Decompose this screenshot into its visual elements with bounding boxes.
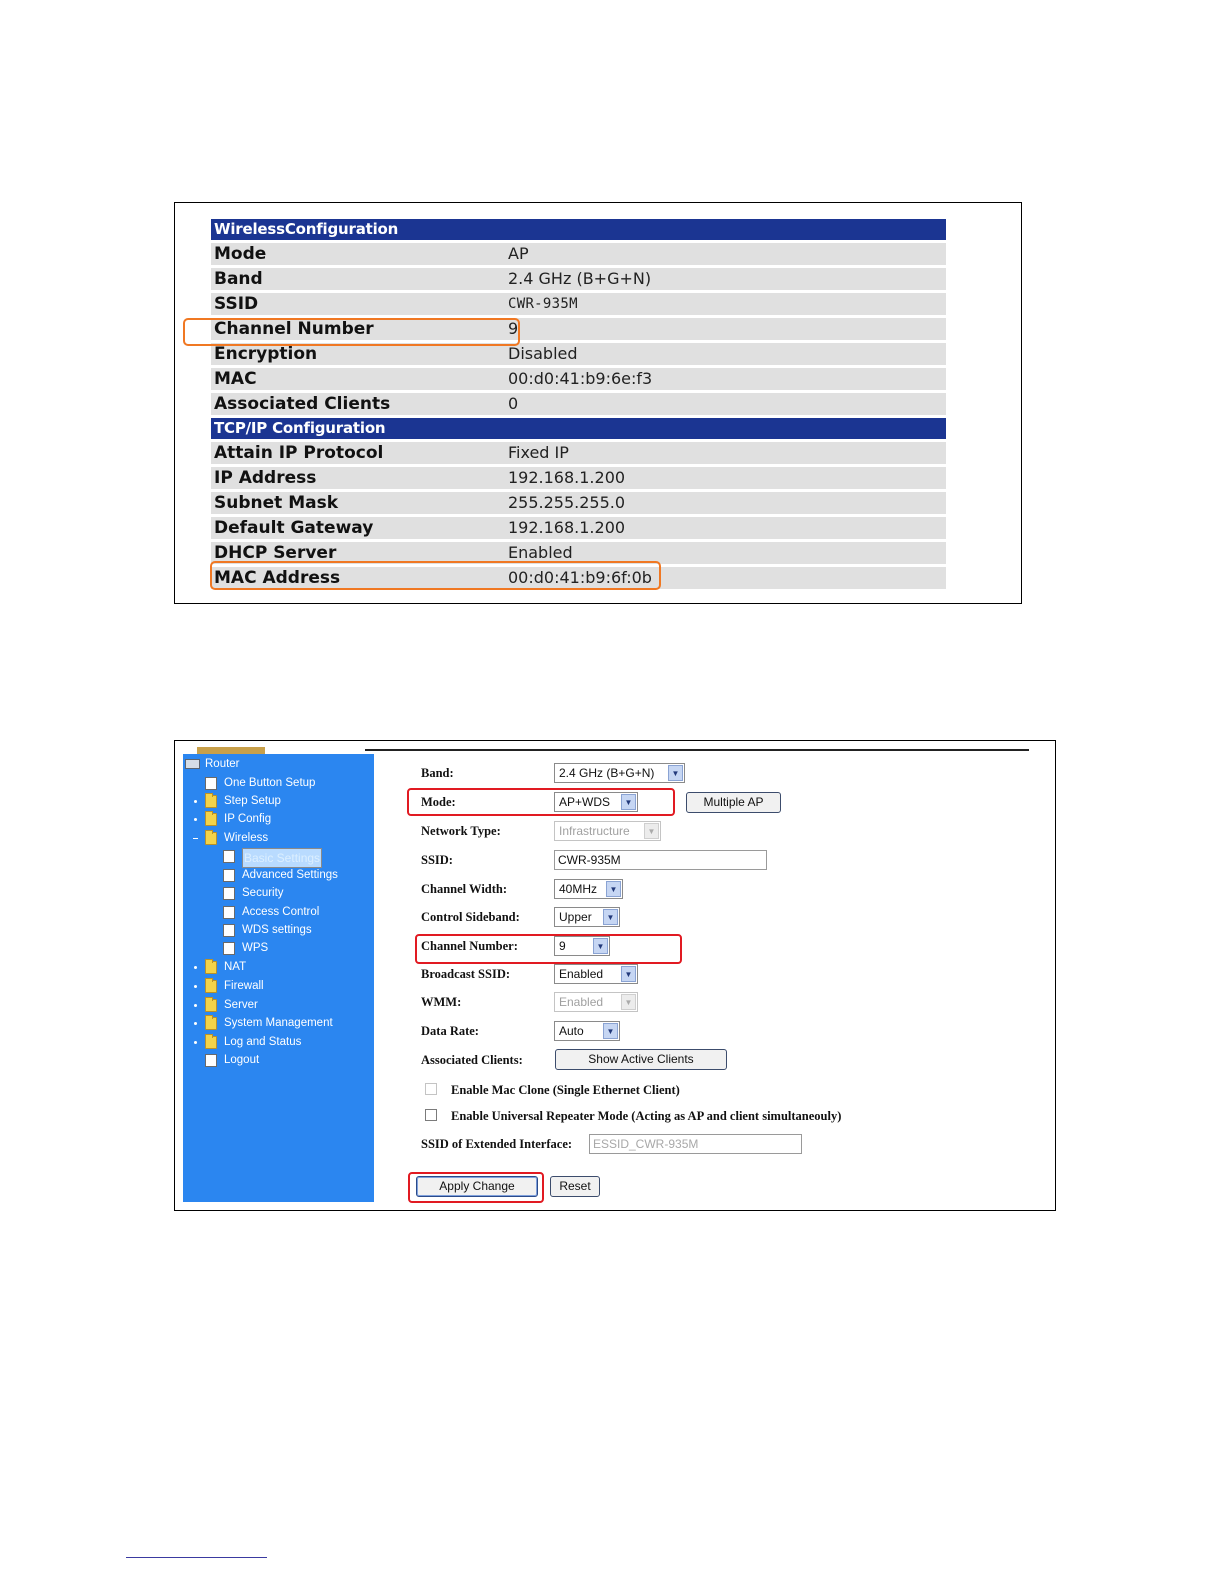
- settings-screenshot-panel: [174, 740, 1056, 1211]
- status-row-dhcp-server: DHCP Server Enabled: [211, 542, 946, 564]
- data-rate-select[interactable]: Auto ▼: [554, 1021, 620, 1041]
- apply-change-button[interactable]: Apply Change: [416, 1176, 538, 1197]
- channel-width-select[interactable]: 40MHz ▼: [554, 879, 623, 899]
- status-row-mac: MAC 00:d0:41:b9:6e:f3: [211, 368, 946, 390]
- multiple-ap-button[interactable]: Multiple AP: [686, 792, 781, 813]
- universal-repeater-label: Enable Universal Repeater Mode (Acting as AP and client simultaneouly): [451, 1109, 842, 1123]
- wmm-select[interactable]: Enabled ▼: [554, 992, 638, 1012]
- network-type-label: Network Type:: [421, 824, 501, 838]
- show-active-clients-button[interactable]: Show Active Clients: [555, 1049, 727, 1070]
- chevron-down-icon: ▼: [668, 765, 683, 781]
- ssid-extended-label: SSID of Extended Interface:: [421, 1137, 573, 1151]
- status-screenshot-panel: [174, 202, 1022, 604]
- data-rate-label: Data Rate:: [421, 1024, 479, 1038]
- channel-number-highlight: [183, 318, 520, 346]
- status-row-channel-number: Channel Number 9: [211, 318, 946, 340]
- footnote-rule: [126, 1557, 267, 1558]
- broadcast-ssid-select[interactable]: Enabled ▼: [554, 964, 638, 984]
- status-row-ip-address: IP Address 192.168.1.200: [211, 467, 946, 489]
- mode-highlight: [407, 788, 675, 816]
- ssid-input[interactable]: CWR-935M: [554, 850, 767, 870]
- universal-repeater-checkbox[interactable]: [425, 1109, 437, 1121]
- status-row-associated-clients: Associated Clients 0: [211, 393, 946, 415]
- chevron-down-icon: ▼: [593, 938, 608, 954]
- chevron-down-icon: ▼: [621, 794, 636, 810]
- ssid-label: SSID:: [421, 853, 453, 867]
- status-row-subnet-mask: Subnet Mask 255.255.255.0: [211, 492, 946, 514]
- network-type-select[interactable]: Infrastructure ▼: [554, 821, 661, 841]
- band-select[interactable]: 2.4 GHz (B+G+N) ▼: [554, 763, 685, 783]
- mode-select[interactable]: AP+WDS ▼: [554, 792, 638, 812]
- status-row-default-gateway: Default Gateway 192.168.1.200: [211, 517, 946, 539]
- apply-change-highlight: [408, 1172, 544, 1203]
- chevron-down-icon: ▼: [603, 909, 618, 925]
- chevron-down-icon: ▼: [606, 881, 621, 897]
- chevron-down-icon: ▼: [644, 823, 659, 839]
- chevron-down-icon: ▼: [603, 1023, 618, 1039]
- channel-number-select[interactable]: 9 ▼: [554, 936, 610, 956]
- mac-address-highlight: [210, 561, 661, 590]
- mac-clone-checkbox[interactable]: [425, 1083, 437, 1095]
- reset-button[interactable]: Reset: [550, 1176, 600, 1197]
- status-table: [211, 219, 946, 589]
- channel-number-highlight: [415, 934, 682, 964]
- channel-number-label: Channel Number:: [421, 939, 518, 953]
- band-label: Band:: [421, 766, 454, 780]
- chevron-down-icon: ▼: [621, 966, 636, 982]
- wireless-basic-settings-form: [175, 741, 1056, 1211]
- mac-clone-label: Enable Mac Clone (Single Ethernet Client): [451, 1083, 680, 1097]
- mode-label: Mode:: [421, 795, 456, 809]
- control-sideband-label: Control Sideband:: [421, 910, 520, 924]
- ssid-extended-input[interactable]: ESSID_CWR-935M: [589, 1134, 802, 1154]
- broadcast-ssid-label: Broadcast SSID:: [421, 967, 511, 981]
- status-row-attain-ip-protocol: Attain IP Protocol Fixed IP: [211, 442, 946, 464]
- wireless-configuration-header: WirelessConfiguration: [211, 219, 946, 240]
- status-row-ssid: SSID CWR-935M: [211, 293, 946, 315]
- status-row-mac-address: MAC Address 00:d0:41:b9:6f:0b: [211, 567, 946, 589]
- associated-clients-label: Associated Clients:: [421, 1053, 523, 1067]
- sidebar-nav: Router One Button Setup Step Setup IP Config Wireless Basic Settings Advanced Settings Security Access Control WDS settings WPS NAT Firewall Server System Management Log and Status Logout: [183, 754, 374, 1202]
- channel-width-label: Channel Width:: [421, 882, 508, 896]
- status-row-encryption: Encryption Disabled: [211, 343, 946, 365]
- chevron-down-icon: ▼: [621, 994, 636, 1010]
- wmm-label: WMM:: [421, 995, 462, 1009]
- status-row-mode: Mode AP: [211, 243, 946, 265]
- control-sideband-select[interactable]: Upper ▼: [554, 907, 620, 927]
- tcpip-configuration-header: TCP/IP Configuration: [211, 418, 946, 439]
- status-row-band: Band 2.4 GHz (B+G+N): [211, 268, 946, 290]
